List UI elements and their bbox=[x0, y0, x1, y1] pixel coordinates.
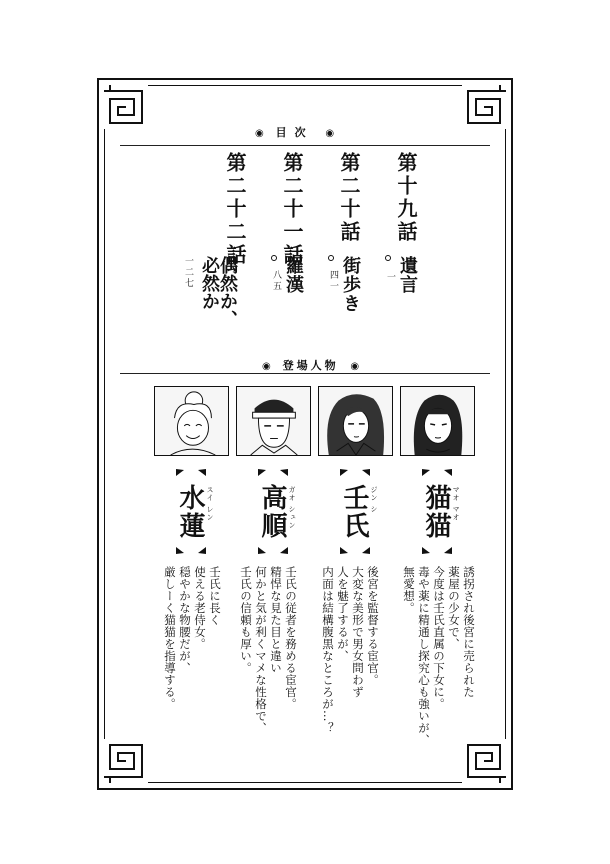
character-description: 壬氏の従者を務める宦官。 精悍な見た目と違い 何かと気が利くマメな性格で、 壬氏の信頼も厚い。 bbox=[239, 566, 298, 734]
toc-header bbox=[255, 124, 334, 140]
bullet-icon: ◉ bbox=[262, 361, 271, 372]
character-reading: ガオ シュン bbox=[288, 486, 296, 530]
portrait-gaoshun bbox=[236, 386, 311, 456]
chapter-number: 第二十話 bbox=[337, 152, 361, 244]
bracket-bottom-icon bbox=[174, 546, 208, 555]
character-portrait-icon bbox=[237, 387, 310, 455]
circle-icon bbox=[271, 255, 277, 261]
character-description: 壬氏に長く 使える老侍女。 穏やかな物腰だが、 厳しーく猫猫を指導する。 bbox=[163, 566, 222, 710]
character-reading: マオ マオ bbox=[452, 486, 460, 522]
character-description: 誘拐され後宮に売られた 薬屋の少女で、 今度は壬氏直属の下女に。 毒や薬に精通し探究心も強いが、 無愛想。 bbox=[402, 566, 476, 746]
character-portrait-icon bbox=[155, 387, 228, 455]
toc-header-label: 目次 bbox=[275, 126, 314, 139]
chapter-page: 一二七 bbox=[183, 256, 193, 289]
bracket-bottom-icon bbox=[420, 546, 454, 555]
corner-ornament-icon bbox=[462, 85, 506, 129]
circle-icon bbox=[385, 255, 391, 261]
chapter-page: 八五 bbox=[271, 270, 281, 292]
chapter-page: 四一 bbox=[328, 270, 338, 292]
bracket-top-icon bbox=[174, 468, 208, 477]
character-reading: ジン シ bbox=[370, 486, 378, 514]
portrait-suiren bbox=[154, 386, 229, 456]
corner-ornament-icon bbox=[104, 739, 148, 783]
bracket-top-icon bbox=[420, 468, 454, 477]
bracket-bottom-icon bbox=[338, 546, 372, 555]
toc-divider bbox=[120, 145, 490, 146]
chapter-title[interactable]: 遺言 bbox=[397, 256, 418, 294]
character-portrait-icon bbox=[319, 387, 392, 455]
character-description: 後宮を監督する宦官。 大変な美形で男女問わず 人を魅了するが、 内面は結構腹黒なところが…？ bbox=[321, 566, 380, 734]
bracket-bottom-icon bbox=[256, 546, 290, 555]
character-name: 猫猫 bbox=[421, 484, 451, 540]
character-reading: スイ レン bbox=[206, 486, 214, 522]
circle-icon bbox=[328, 255, 334, 261]
character-name: 壬氏 bbox=[339, 484, 369, 540]
cast-divider bbox=[120, 373, 490, 374]
cast-header bbox=[262, 357, 359, 373]
character-name: 水蓮 bbox=[175, 484, 205, 540]
bracket-top-icon bbox=[338, 468, 372, 477]
chapter-title[interactable]: 偶然か、必然か bbox=[199, 256, 238, 328]
character-name: 高順 bbox=[257, 484, 287, 540]
chapter-number: 第二十一話 bbox=[280, 152, 304, 267]
character-portrait-icon bbox=[401, 387, 474, 455]
chapter-title[interactable]: 羅漢 bbox=[283, 256, 304, 294]
bullet-icon: ◉ bbox=[350, 361, 360, 372]
bullet-icon: ◉ bbox=[325, 128, 335, 139]
corner-ornament-icon bbox=[104, 85, 148, 129]
portrait-maomao bbox=[400, 386, 475, 456]
bullet-icon: ◉ bbox=[255, 128, 264, 139]
chapter-number: 第十九話 bbox=[394, 152, 418, 244]
bracket-top-icon bbox=[256, 468, 290, 477]
chapter-page: 一 bbox=[385, 272, 395, 283]
chapter-title[interactable]: 街歩き bbox=[340, 256, 361, 313]
cast-header-label: 登場人物 bbox=[282, 359, 339, 372]
portrait-jinshi bbox=[318, 386, 393, 456]
chapter-number: 第二十二話 bbox=[223, 152, 247, 267]
